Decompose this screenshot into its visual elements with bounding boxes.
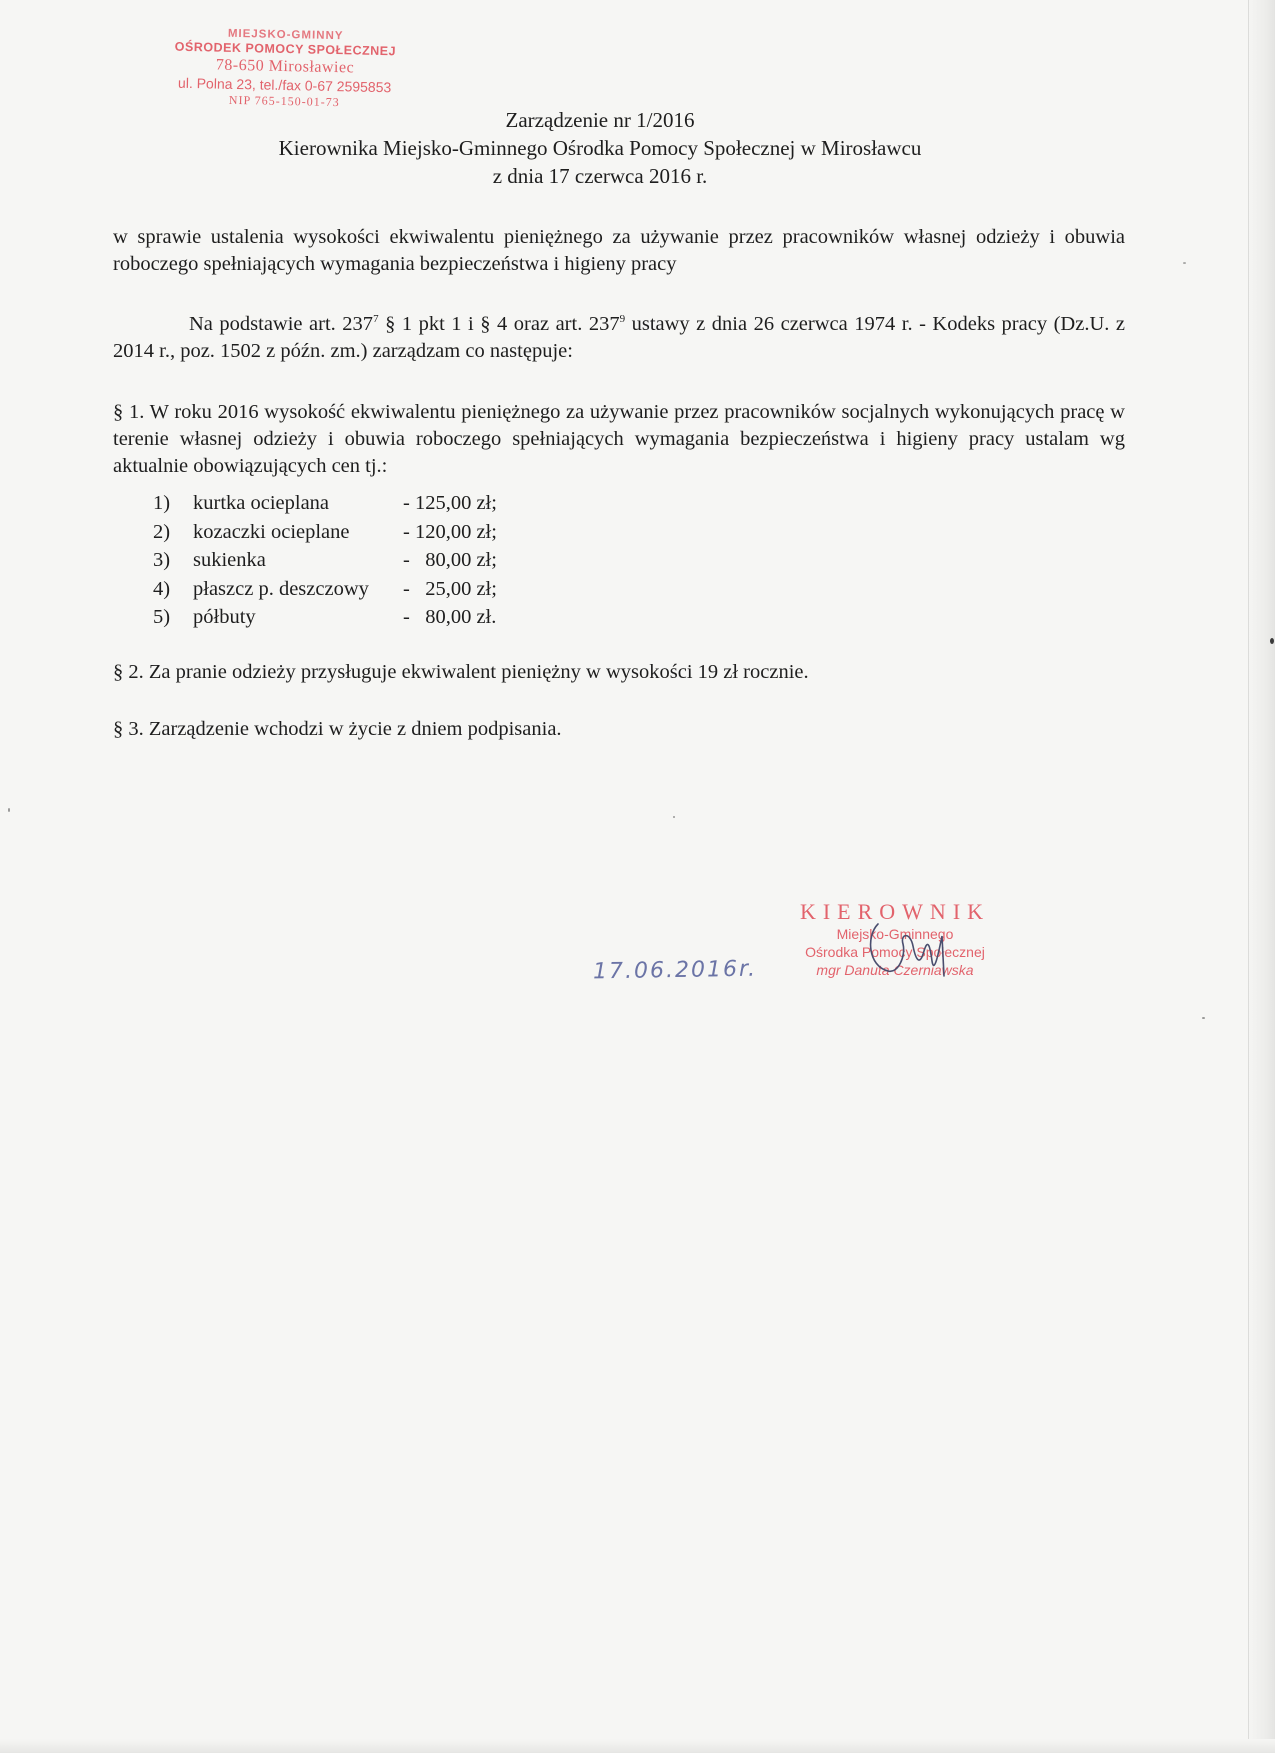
institution-stamp bbox=[134, 25, 436, 112]
stamp-line-5: NIP 765-150-01-73 bbox=[228, 92, 340, 110]
basis-part-2: § 1 pkt 1 i § 4 oraz art. 237 bbox=[378, 313, 620, 335]
item-price: - 125,00 zł; bbox=[403, 492, 497, 514]
paragraph-1: § 1. W roku 2016 wysokość ekwiwalentu pieniężnego za używanie przez pracowników socjalnych wykonujących pracę w terenie własnej odzieży i obuwia roboczego spełniających wymagania bezpieczeństwa i higieny pracy ustalam wg aktualnie obowiązujących cen tj.: bbox=[113, 401, 1125, 477]
item-name: płaszcz p. deszczowy bbox=[193, 577, 369, 600]
basis-part-1: Na podstawie art. 237 bbox=[189, 313, 374, 335]
paragraph-3: § 3. Zarządzenie wchodzi w życie z dniem podpisania. bbox=[113, 718, 562, 740]
item-price: - 80,00 zł. bbox=[403, 606, 497, 628]
basis-part-3: ustawy z dnia 26 czerwca 1974 r. - Kodeks pracy (Dz.U. z 2014 r., poz. 1502 z późn. zm.) zarządzam co następuje: bbox=[113, 313, 1125, 362]
item-name: kozaczki ocieplane bbox=[193, 520, 350, 543]
scan-speck bbox=[1270, 638, 1274, 644]
list-item bbox=[153, 603, 653, 632]
stamp-line-1: MIEJSKO-GMINNY bbox=[227, 27, 344, 43]
page-edge-line bbox=[1248, 0, 1249, 1753]
item-number: 5) bbox=[153, 606, 171, 628]
item-number: 4) bbox=[153, 577, 171, 600]
list-item bbox=[153, 575, 653, 604]
item-name: kurtka ocieplana bbox=[193, 492, 330, 514]
scan-speck bbox=[673, 816, 675, 818]
document-date: z dnia 17 czerwca 2016 r. bbox=[492, 164, 708, 188]
scan-speck bbox=[8, 808, 10, 812]
page-edge bbox=[1247, 0, 1275, 1753]
list-item bbox=[153, 489, 653, 518]
document-title: Zarządzenie nr 1/2016 bbox=[505, 108, 695, 132]
item-name: półbuty bbox=[193, 606, 256, 628]
signature-stamp-title: KIEROWNIK bbox=[799, 899, 991, 924]
stamp-line-4: ul. Polna 23, tel./fax 0-67 2595853 bbox=[177, 74, 392, 96]
stamp-line-2: OŚRODEK POMOCY SPOŁECZNEJ bbox=[174, 39, 397, 59]
handwritten-date: 17.06.2016r. bbox=[592, 956, 758, 985]
scan-speck bbox=[1202, 1017, 1205, 1019]
signature-stamp-name: mgr Danuta Czerniawska bbox=[816, 962, 974, 978]
item-price: - 120,00 zł; bbox=[403, 520, 497, 543]
list-item bbox=[153, 546, 653, 575]
document-subject: w sprawie ustalenia wysokości ekwiwalentu pieniężnego za używanie przez pracowników własnej odzieży i obuwia roboczego spełniających wymagania bezpieczeństwa i higieny pracy bbox=[113, 226, 1125, 275]
legal-basis bbox=[113, 311, 1125, 365]
paragraph-2: § 2. Za pranie odzieży przysługuje ekwiwalent pieniężny w wysokości 19 zł rocznie. bbox=[113, 661, 809, 683]
list-item bbox=[153, 518, 653, 547]
item-number: 2) bbox=[153, 520, 171, 543]
item-price: - 80,00 zł; bbox=[403, 549, 497, 571]
document-header bbox=[150, 106, 1050, 190]
document-issuer: Kierownika Miejsko-Gminnego Ośrodka Pomocy Społecznej w Mirosławcu bbox=[278, 136, 922, 160]
handwritten-signature bbox=[858, 916, 968, 986]
basis-superscript-1: 7 bbox=[373, 313, 379, 326]
scan-speck bbox=[1183, 262, 1186, 264]
signature-stamp-line-1: Miejsko-Gminnego bbox=[836, 926, 954, 942]
item-number: 3) bbox=[153, 549, 171, 571]
basis-superscript-2: 9 bbox=[619, 313, 626, 326]
item-name: sukienka bbox=[193, 549, 266, 571]
item-number: 1) bbox=[153, 492, 171, 514]
item-price: - 25,00 zł; bbox=[403, 577, 497, 600]
stamp-line-3: 78-650 Mirosławiec bbox=[215, 56, 355, 77]
signature-stamp-line-2: Ośrodka Pomocy Społecznej bbox=[805, 944, 985, 960]
price-list bbox=[153, 489, 653, 632]
bottom-edge bbox=[0, 1739, 1275, 1753]
